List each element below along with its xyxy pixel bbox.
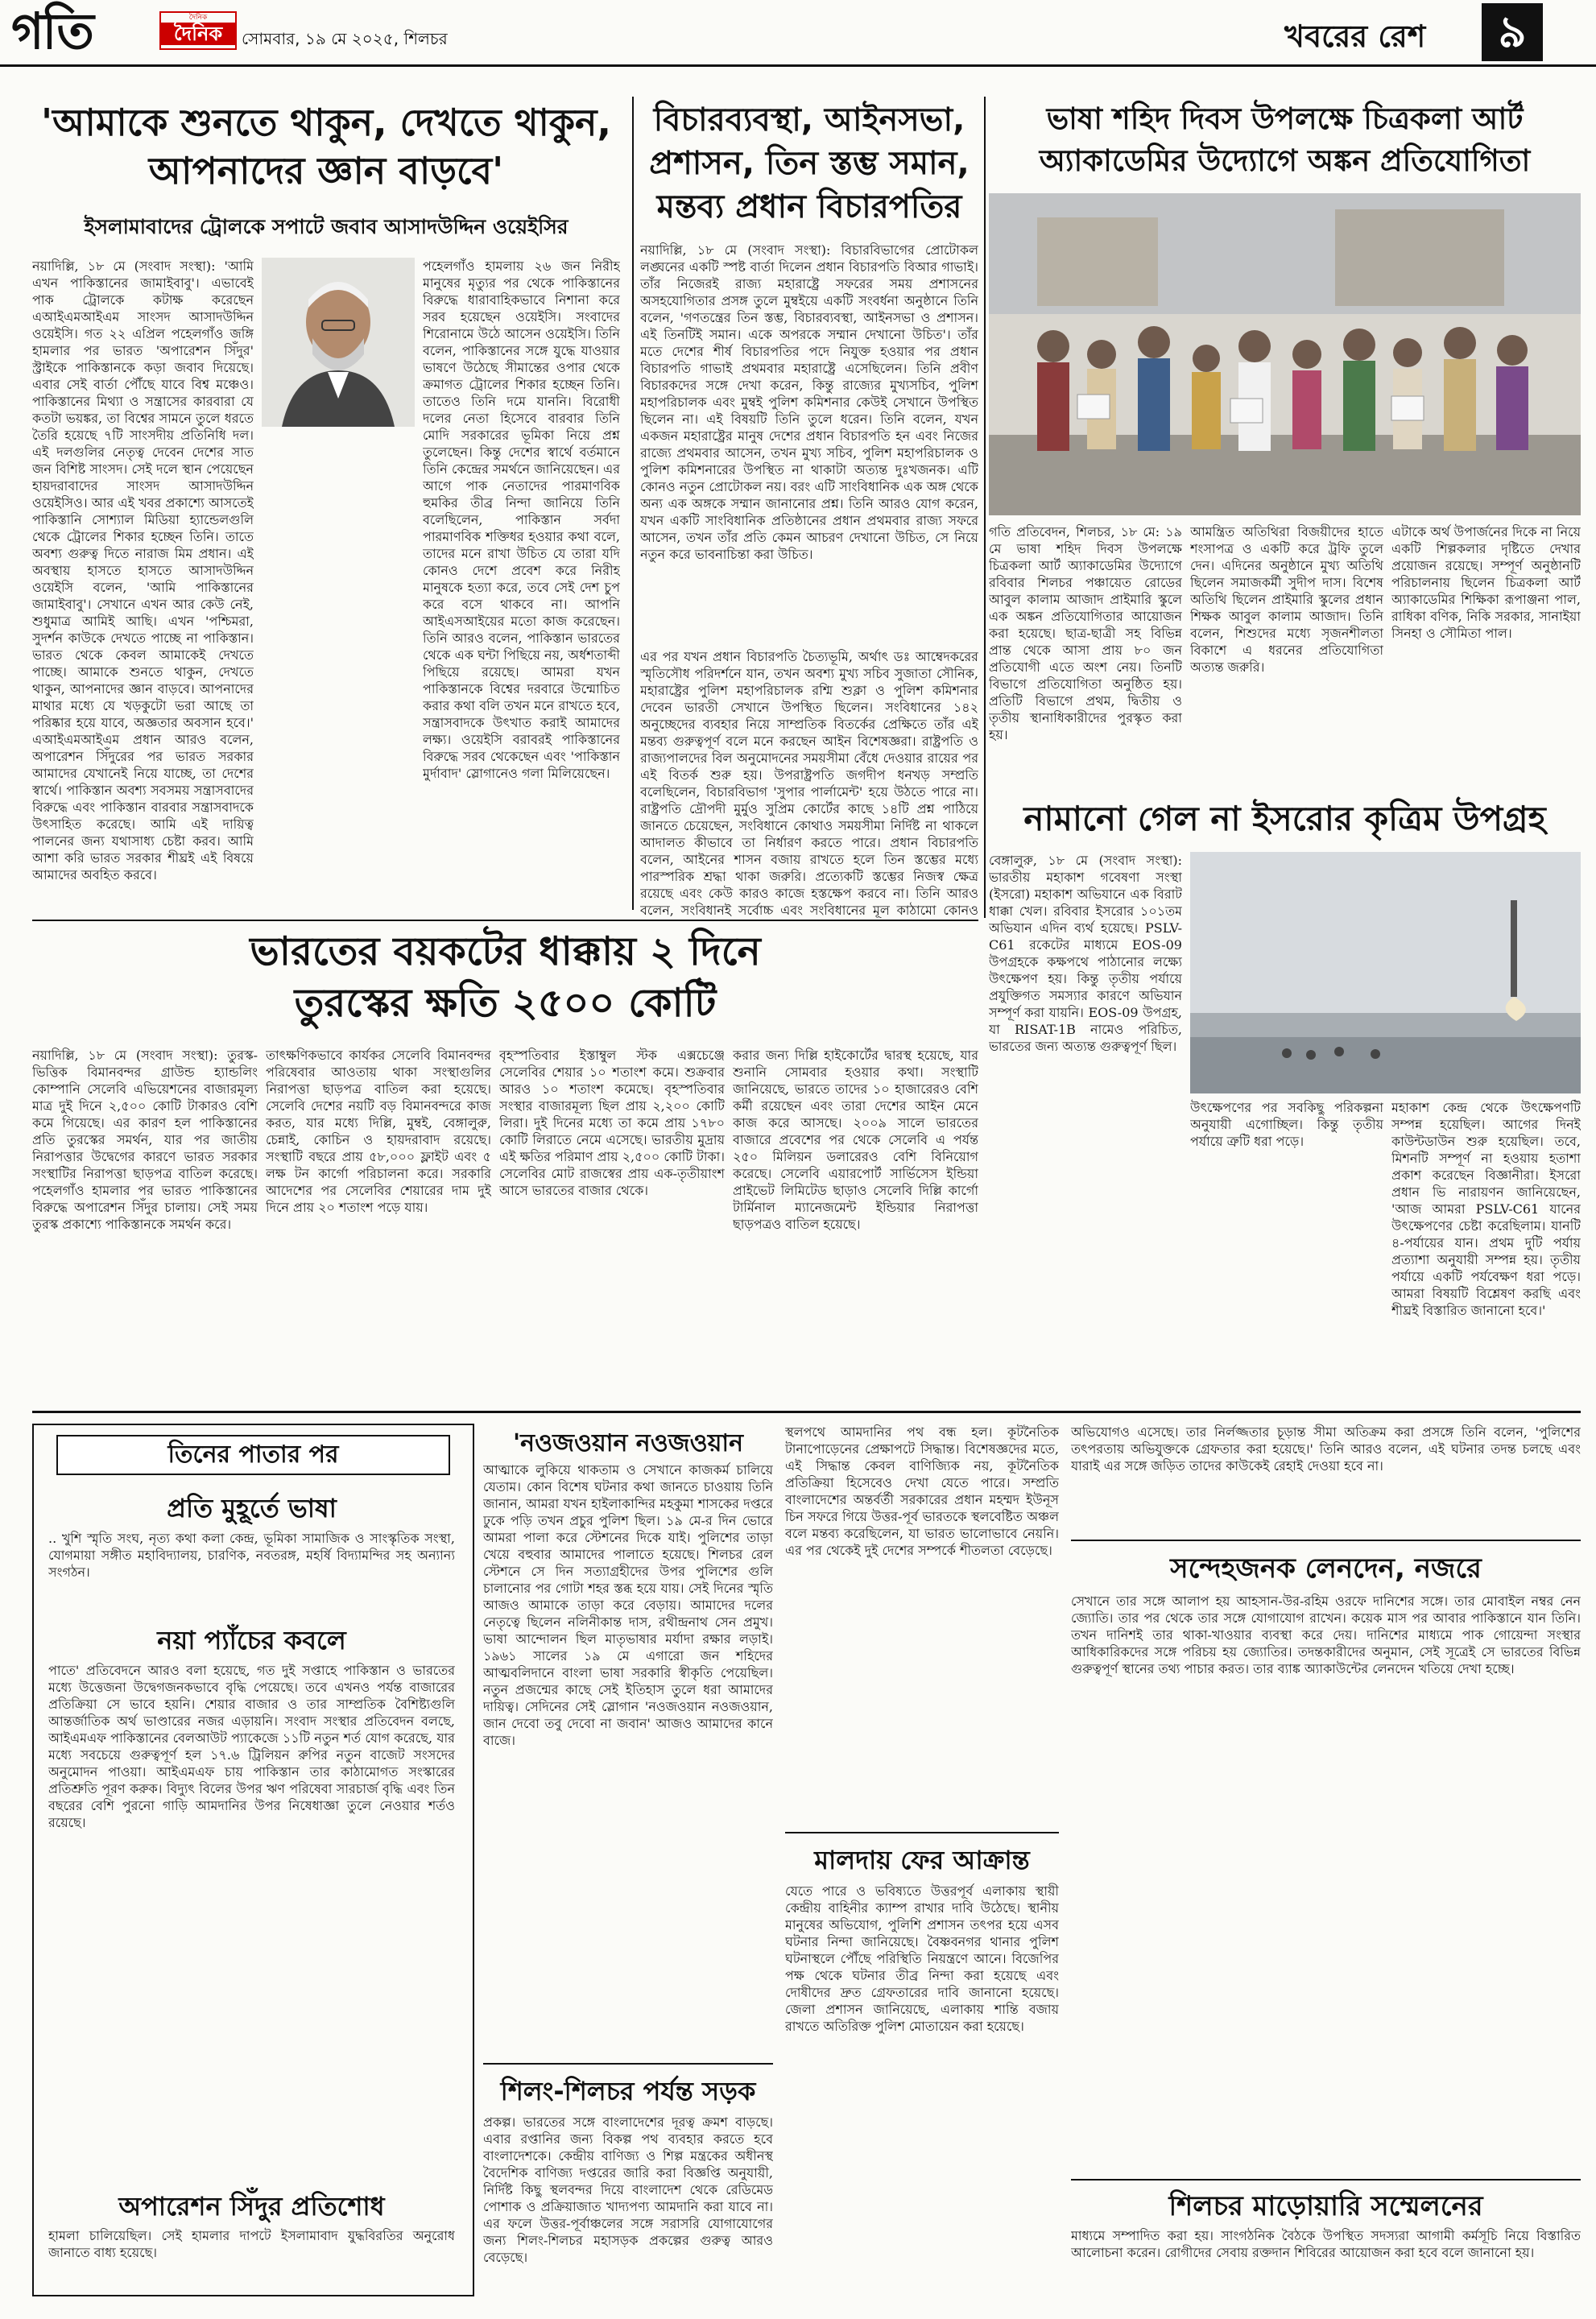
headline-turkey [32, 926, 978, 1029]
continued-item-1-title: প্রতি মুহূর্তে ভাষা [167, 1493, 337, 1523]
judiciary-col-1: নয়াদিল্লি, ১৮ মে (সংবাদ সংস্থা): বিচারবিভাগের প্রোটোকল লঙ্ঘনের একটি স্পষ্ট বার্তা দিলেন প্রধান বিচারপতি বিআর গাভাই। তাঁর নিজেরই রাজ্য মহারাষ্ট্রে সফরের সময় প্রশাসনের অসহযোগিতার প্রসঙ্গ তুলে মুম্বইয়ে একটি সংবর্ধনা অনুষ্ঠানে তিনি বলেন, 'গণতন্ত্রের তিন স্তম্ভ, বিচারব্যবস্থা, আইনসভা ও প্রশাসন। এই তিনটিই সমান। একে অপরকে সম্মান দেখানো উচিত'। তাঁর মতে দেশের শীর্ষ বিচারপতির পদে নিযুক্ত হওয়ার পর প্রধান বিচারপতি গাভাই প্রথমবার মহারাষ্ট্রে এসেছিলেন। তিনি প্রবীণ বিচারকদের সঙ্গে দেখা করেন, কিন্তু রাজ্যের মুখ্যসচিব, পুলিশ মহাপরিচালক এবং মুম্বই পুলিশ কমিশনার কেউই সেখানে উপস্থিত ছিলেন না। এই বিষয়টি তিনি তুলে ধরেন। তিনি বলেন, যখন একজন মহারাষ্ট্রের মানুষ দেশের প্রধান বিচারপতি হন এবং নিজের রাজ্যে প্রথমবার আসেন, তখন মুখ্য সচিব, পুলিশ মহাপরিচালক ও পুলিশ কমিশনারের উপস্থিত না থাকাটা অত্যন্ত দুঃখজনক। এটি কোনও নতুন প্রোটোকল নয়। বরং এটি সাংবিধানিক এক অঙ্গ থেকে অন্য এক অঙ্গকে সম্মান জানানোর প্রশ্ন। তিনি আরও যোগ করেন, যখন একটি সাংবিধানিক প্রতিষ্ঠানের প্রধান প্রথমবার রাজ্য সফরে আসেন, তখন তাঁর প্রতি কেমন আচরণ দেখানো উচিত, সে নিয়ে নতুন করে ভাবনাচিন্তা করা উচিত। [640, 242, 978, 562]
horizontal-rule [483, 2063, 773, 2065]
badge-main: দৈনিক [161, 23, 235, 45]
headline-art-line-2: অ্যাকাডেমির উদ্যোগে অঙ্কন প্রতিযোগিতা [1039, 143, 1531, 178]
headline-art-line-1: ভাষা শহিদ দিবস উপলক্ষে চিত্রকলা আর্ট [1046, 101, 1524, 136]
transaction-text: সেখানে তার সঙ্গে আলাপ হয় আহসান-উর-রহিম ওরফে দানিশের সঙ্গে। তার মোবাইল নম্বর নেন জ্যোতি। তার পর থেকে তার সঙ্গে যোগাযোগ রাখেন। কয়েক মাস পর আবার পাকিস্তানে যান তিনি। তখন দানিশই তার থাকা-খাওয়ার ব্যবস্থা করে দেয়। দানিশের মাধ্যমে পাক গোয়েন্দা সংস্থার আধিকারিকদের সঙ্গে পরিচয় হয় জ্যোতির। তদন্তকারীদের অনুমান, সেই সূত্রেই সে ভারতের বিভিন্ন গুরুত্বপূর্ণ স্থানের তথ্য পাচার করত। তার ব্যাঙ্ক অ্যাকাউন্টের লেনদেন খতিয়ে দেখা হচ্ছে। [1071, 1594, 1581, 1676]
section-title: খবরের রেশ [1284, 19, 1426, 54]
shilchar-road-text: প্রকল্প। ভারতের সঙ্গে বাংলাদেশের দূরত্ব ক্রমশ বাড়ছে। এবার রপ্তানির জন্য বিকল্প পথ ব্যবহার করতে হবে বাংলাদেশকে। কেন্দ্রীয় বাণিজ্য ও শিল্প মন্ত্রকের অধীনস্থ বৈদেশিক বাণিজ্য দপ্তরের জারি করা বিজ্ঞপ্তি অনুযায়ী, নির্দিষ্ট কিছু স্থলবন্দর দিয়ে বাংলাদেশ থেকে রেডিমেড পোশাক ও প্রক্রিয়াজাত খাদ্যপণ্য আমদানি করা যাবে না। এর ফলে উত্তর-পূর্বাঞ্চলের সঙ্গে সরাসরি যোগাযোগের জন্য শিলং-শিলচর মহাসড়ক প্রকল্পের গুরুত্ব আরও বেড়েছে। [483, 2114, 773, 2265]
continued-item-2-title: নয়া প্যাঁচের কবলে [157, 1625, 346, 1656]
turkey-col-4: করার জন্য দিল্লি হাইকোর্টের দ্বারস্থ হয়েছে, যার শুনানি সোমবার হওয়ার কথা। সংস্থাটি জানিয়েছে, ভারতে তাদের ১০ হাজারেরও বেশি কর্মী রয়েছেন এবং তারা দেশের আইন মেনে কাজ করে আসছে। ২০০৯ সালে ভারতের বাজারে প্রবেশের পর থেকে সেলেবি এ পর্যন্ত ২৫০ মিলিয়ন ডলারেরও বেশি বিনিয়োগ করেছে। সেলেবি এয়ারপোর্ট সার্ভিসেস ইন্ডিয়া প্রাইভেট লিমিটেড ছাড়াও সেলেবি দিল্লি কার্গো টার্মিনাল ম্যানেজমেন্ট ইন্ডিয়ার নিরাপত্তা ছাড়পত্রও বাতিল হয়েছে। [733, 1048, 978, 1232]
headline-shilchar-road: শিলং-শিলচর পর্যন্ত সড়ক [500, 2076, 756, 2106]
owaisi-col-1: নয়াদিল্লি, ১৮ মে (সংবাদ সংস্থা): 'আমি এখন পাকিস্তানের জামাইবাবু'। এভাবেই পাক ট্রোলকে কটাক্ষ করেছেন এআইএমআইএম সাংসদ আসাদউদ্দিন ওয়েইসি। গত ২২ এপ্রিল পহেলগাঁও জঙ্গি হামলার পর ভারত 'অপারেশন সিঁদুর' স্ট্রাইকে পাকিস্তানকে কড়া জবাব দিয়েছে। এবার সেই বার্তা পৌঁছে যাবে বিশ্ব মঞ্চেও। পাকিস্তানের মিথ্যা ও সন্ত্রাসের কারবারা যে কতটা ভয়ঙ্কর, তা বিশ্বের সামনে তুলে ধরতে তৈরি হয়েছে ৭টি সাংসদীয় প্রতিনিধি দল। এই দলগুলির নেতৃত্ব দেবেন দেশের সাত জন বিশিষ্ট সাংসদ। সেই দলে স্থান পেয়েছেন হায়দরাবাদের সাংসদ আসাদউদ্দিন ওয়েইসিও। আর এই খবর প্রকাশ্যে আসতেই পাকিস্তানি সোশ্যাল মিডিয়া হ্যান্ডেলগুলি থেকে ট্রোলের শিকার হচ্ছেন তিনি। তাতে অবশ্য গুরুত্ব দিতে নারাজ মিম প্রধান। এই অবস্থায় হাসতে হাসতে আসাদউদ্দিন ওয়েইসি বলেন, 'আমি পাকিস্তানের জামাইবাবু'। সেখানে এখন আর কেউ নেই, শুধুমাত্র আমিই আছি। এখন 'পশ্চিমরা, সুদর্শন কাউকে দেখতে পাচ্ছে না পাকিস্তান। ভারত থেকে কেবল আমাকেই দেখতে পাচ্ছে। আমাকে শুনতে থাকুন, দেখতে থাকুন, আপনাদের জ্ঞান বাড়বে। আপনাদের মাথার মধ্যে যে খড়কুটো ভরা আছে তা পরিষ্কার হয়ে যাবে, অজ্ঞতার অবসান হবে।' এআইএমআইএম প্রধান আরও বলেন, অপারেশন সিঁদুরের পর ভারত সরকার আমাদের যেখানেই নিয়ে যাচ্ছে, তা দেশের স্বার্থে। পাকিস্তান অবশ্য সবসময় সন্ত্রাসবাদের বিরুদ্ধে এবং পাকিস্তান বারবার সন্ত্রাসবাদকে উৎসাহিত করেছে। আমি এই দায়িত্ব পালনের জন্য যথাসাধ্য চেষ্টা করব। আমি আশা করি ভারত সরকার শীঘ্রই এই বিষয়ে আমাদের অবহিত করবে। [32, 258, 254, 883]
badge-top: দৈনিক [188, 14, 208, 22]
nawjawan-text: আত্মাকে লুকিয়ে থাকতাম ও সেখানে কাজকর্ম চালিয়ে যেতাম। কোন বিশেষ ঘটনার কথা জানতে চাওয়ায় তিনি জানান, আমরা যখন হাইলাকান্দির মহকুমা শাসকের দপ্তরে ঢুকে পড়ি তখন প্রচুর পুলিশ ছিল। ১৯ মে-র দিন ভোরে আমরা পালা করে স্টেশনের দিকে যাই। পুলিশের তাড়া খেয়ে বহুবার আমাদের পালাতে হয়েছে। শিলচর রেল স্টেশনে সে দিন সত্যাগ্রহীদের উপর পুলিশের গুলি চালানোর পর গোটা শহর স্তব্ধ হয়ে যায়। সেই দিনের স্মৃতি আজও আমাকে তাড়া করে বেড়ায়। আমাদের দলের নেতৃত্বে ছিলেন নলিনীকান্ত দাস, রথীন্দ্রনাথ সেন প্রমুখ। ভাষা আন্দোলন ছিল মাতৃভাষার মর্যাদা রক্ষার লড়াই। ১৯৬১ সালের ১৯ মে এগারো জন শহিদের আত্মবলিদানে বাংলা ভাষা সরকারি স্বীকৃতি পেয়েছিল। নতুন প্রজন্মের কাছে সেই ইতিহাস তুলে ধরা আমাদের দায়িত্ব। সেদিনের সেই স্লোগান 'নওজওয়ান নওজওয়ান, জান দেবো তবু দেবো না জবান' আজও আমাদের কানে বাজে। [483, 1462, 773, 1748]
turkey-col-3: বৃহস্পতিবার ইস্তাম্বুল স্টক এক্সচেঞ্জে সেলেবির শেয়ার ১০ শতাংশ কমে। শুক্রবার আরও ১০ শতাংশ কমেছে। বৃহস্পতিবার সংস্থার বাজারমূল্য ছিল প্রায় ২,২০০ কোটি লিরা। দুই দিনের মধ্যে তা কমে প্রায় ১৭৮০ কোটি লিরাতে নেমে এসেছে। ভারতীয় মুদ্রায় এই ক্ষতির পরিমাণ প্রায় ২,৫০০ কোটি টাকা। সেলেবির মোট রাজস্বের প্রায় এক-তৃতীয়াংশ আসে ভারতের বাজার থেকে। [499, 1048, 725, 1198]
malda-text-bottom: যেতে পারে ও ভবিষ্যতে উত্তরপূর্ব এলাকায় স্থায়ী কেন্দ্রীয় বাহিনীর ক্যাম্প রাখার দাবি উঠেছে। স্থানীয় মানুষের অভিযোগ, পুলিশি প্রশাসন তৎপর হয়ে এসব ঘটনার নিন্দা জানিয়েছে। বৈষ্ণবনগর থানার পুলিশ ঘটনাস্থলে পৌঁছে পরিস্থিতি নিয়ন্ত্রণে আনে। বিজেপির পক্ষ থেকে ঘটনার তীব্র নিন্দা করা হয়েছে এবং দোষীদের দ্রুত গ্রেফতারের দাবি জানানো হয়েছে। জেলা প্রশাসন জানিয়েছে, এলাকায় শান্তি বজায় রাখতে অতিরিক্ত পুলিশ মোতায়েন করা হয়েছে। [785, 1883, 1059, 2034]
page-number: ৯ [1482, 3, 1543, 61]
malda-text-top: স্থলপথে আমদানির পথ বন্ধ হল। কূটনৈতিক টানাপোড়েনের প্রেক্ষাপটে সিদ্ধান্ত। বিশেষজ্ঞদের মতে, এই সিদ্ধান্ত কেবল বাণিজ্যিক নয়, কূটনৈতিক প্রতিক্রিয়া হিসেবেও দেখা যেতে পারে। সম্প্রতি বাংলাদেশের অন্তর্বর্তী সরকারের প্রধান মহম্মদ ইউনূস চিন সফরে গিয়ে উত্তর-পূর্ব ভারতকে স্থলবেষ্টিত অঞ্চল বলে মন্তব্য করেছিলেন, যা ভারত ভালোভাবে নেয়নি। এর পর থেকেই দুই দেশের সম্পর্কে শীতলতা বেড়েছে। [785, 1424, 1059, 1558]
headline-turkey-line-2: তুরস্কের ক্ষতি ২৫০০ কোটি [294, 980, 717, 1026]
owaisi-photo [262, 258, 415, 427]
art-col-1: গতি প্রতিবেদন, শিলচর, ১৮ মে: ১৯ মে ভাষা শহিদ দিবস উপলক্ষে চিত্রকলা আর্ট অ্যাকাডেমির উদ্যোগে রবিবার শিলচর পঞ্চায়েত রোডের আবুল কালাম আজাদ প্রাইমারি স্কুলে এক অঙ্কন প্রতিযোগিতার আয়োজন করা হয়েছে। ছাত্র-ছাত্রী সহ বিভিন্ন প্রান্ত থেকে আসা প্রায় ৮০ জন প্রতিযোগী এতে অংশ নেয়। তিনটি বিভাগে প্রতিযোগিতা অনুষ্ঠিত হয়। প্রতিটি বিভাগে প্রথম, দ্বিতীয় ও তৃতীয় স্থানাধিকারীদের পুরস্কৃত করা হয়। [989, 524, 1182, 742]
turkey-col-2: তাৎক্ষণিকভাবে কার্যকর সেলেবি বিমানবন্দর পরিষেবার আওতায় থাকা সংস্থাগুলির নিরাপত্তা ছাড়পত্র বাতিল করা হয়েছে। সেলেবি দেশের নয়টি বড় বিমানবন্দরে কাজ করত, যার মধ্যে দিল্লি, মুম্বই, বেঙ্গালুরু, চেন্নাই, কোচিন ও হায়দরাবাদ রয়েছে। সংস্থাটি বছরে প্রায় ৫৮,০০০ ফ্লাইট এবং ৫ লক্ষ টন কার্গো পরিচালনা করে। সরকারি আদেশের পর সেলেবির শেয়ারের দাম দুই দিনে প্রায় ২০ শতাংশ পড়ে যায়। [266, 1048, 491, 1215]
continued-box-title: তিনের পাতার পর [56, 1435, 450, 1475]
owaisi-col-2: পহেলগাঁও হামলায় ২৬ জন নিরীহ মানুষের মৃত্যুর পর থেকে পাকিস্তানের বিরুদ্ধে ধারাবাহিকভাবে নিশানা করে সরব হয়েছেন ওয়েইসি। সংবাদের শিরোনামে উঠে আসেন ওয়েইসি। তিনি বলেন, পাকিস্তানের সঙ্গে যুদ্ধে যাওয়ার ভাষণে উঠেছে সীমান্তের ওপার থেকে ক্রমাগত ট্রোলের শিকার হচ্ছেন তিনি। তাতেও তিনি দমে যাননি। বিরোধী দলের নেতা হিসেবে বারবার তিনি মোদি সরকারের ভূমিকা নিয়ে প্রশ্ন তুলেছেন। কিন্তু দেশের স্বার্থে বর্তমানে তিনি কেন্দ্রের সমর্থনে জানিয়েছেন। এর আগে পাক নেতাদের পারমাণবিক হুমকির তীব্র নিন্দা জানিয়ে তিনি বলেছিলেন, পাকিস্তান সর্বদা পারমাণবিক শক্তিধর হওয়ার কথা বলে, তাদের মনে রাখা উচিত যে তারা যদি কোনও দেশে প্রবেশ করে নিরীহ মানুষকে হত্যা করে, তবে সেই দেশ চুপ করে বসে থাকবে না। আপনি আইএসআইয়ের মতো কাজ করেছেন। তিনি আরও বলেন, পাকিস্তান ভারতের থেকে এক ঘন্টা পিছিয়ে নয়, অর্ধশতাব্দী পিছিয়ে রয়েছে। আমরা যখন পাকিস্তানকে বিশ্বের দরবারে উন্মোচিত করার কথা বলি তখন মনে রাখতে হবে, সন্ত্রাসবাদকে উৎখাত করাই আমাদের লক্ষ্য। ওয়েইসি বরাবরই পাকিস্তানের বিরুদ্ধে সরব থেকেছেন এবং 'পাকিস্তান মুর্দাবাদ' স্লোগানেও গলা মিলিয়েছেন। [423, 258, 620, 781]
continued-item-3-title: অপারেশন সিঁদুর প্রতিশোধ [118, 2191, 385, 2222]
masthead [0, 0, 1596, 67]
marwari-text: মাধ্যমে সম্পাদিত করা হয়। সাংগঠনিক বৈঠকে উপস্থিত সদস্যরা আগামী কর্মসূচি নিয়ে বিস্তারিত আলোচনা করেন। রোগীদের সেবায় রক্তদান শিবিরের আয়োজন করা হবে বলে জানানো হয়। [1071, 2228, 1581, 2260]
column-rule [984, 97, 986, 918]
art-col-2: আমন্ত্রিত অতিথিরা বিজয়ীদের হাতে শংসাপত্র ও একটি করে ট্রফি তুলে দেন। এদিনের অনুষ্ঠানে মুখ্য অতিথি ছিলেন সমাজকর্মী সুদীপ দাস। বিশেষ অতিথি ছিলেন প্রাইমারি স্কুলের প্রধান শিক্ষক আবুল কালাম আজাদ। তিনি বলেন, শিশুদের মধ্যে সৃজনশীলতা বিকাশে এ ধরনের প্রতিযোগিতা অত্যন্ত জরুরি। [1190, 524, 1383, 675]
horizontal-rule [785, 1832, 1059, 1833]
subhead-owaisi: ইসলামাবাদের ট্রোলকে সপাটে জবাব আসাদউদ্দিন ওয়েইসির [84, 215, 569, 238]
rocket-launch-photo [1190, 852, 1581, 1093]
isro-col-2: মহাকাশ কেন্দ্র থেকে উৎক্ষেপণটি সম্পন্ন হয়েছিল। আগের দিনই কাউন্টডাউন শুরু হয়েছিল। তবে, মিশনটি সম্পূর্ণ না হওয়ায় হতাশা প্রকাশ করেছেন বিজ্ঞানীরা। ইসরো প্রধান ভি নারায়ণন জানিয়েছেন, 'আজ আমরা PSLV-C61 যানের উৎক্ষেপণের চেষ্টা করেছিলাম। যানটি ৪-পর্যায়ের যান। প্রথম দুটি পর্যায় প্রত্যাশা অনুযায়ী সম্পন্ন হয়। তৃতীয় পর্যায়ে একটি পর্যবেক্ষণ ধরা পড়ে। আমরা বিষয়টি বিশ্লেষণ করছি এবং শীঘ্রই বিস্তারিত জানানো হবে।' [1391, 1100, 1581, 1318]
turkey-col-1: নয়াদিল্লি, ১৮ মে (সংবাদ সংস্থা): তুরস্ক-ভিত্তিক বিমানবন্দর গ্রাউন্ড হ্যান্ডলিং কোম্পানি সেলেবি এভিয়েশনের বাজারমূল্য মাত্র দুই দিনে ২,৫০০ কোটি টাকারও বেশি কমে গিয়েছে। এর কারণ হল পাকিস্তানের প্রতি তুরস্কের সমর্থন, যার পর জাতীয় নিরাপত্তার উদ্বেগের কারণে ভারত সরকার সংস্থাটির নিরাপত্তা ছাড়পত্র বাতিল করেছে। পহেলগাঁও হামলার পর ভারত পাকিস্তানের বিরুদ্ধে অপারেশন সিঁদুর চালায়। সেই সময় তুরস্ক প্রকাশ্যে পাকিস্তানকে সমর্থন করে। [32, 1048, 258, 1232]
transaction-text-top: অভিযোগও এসেছে। তার নির্লজ্জতার চূড়ান্ত সীমা অতিক্রম করা প্রসঙ্গে তিনি বলেন, 'পুলিশের তৎপরতায় অভিযুক্তকে গ্রেফতার করা হয়েছে।' তিনি আরও বলেন, এই ঘটনার তদন্ত চলছে এবং যারাই এর সঙ্গে জড়িত তাদের কাউকেই রেহাই দেওয়া হবে না। [1071, 1424, 1581, 1474]
newspaper-logo: গতি [11, 2, 93, 60]
art-col-3: এটাকে অর্থ উপার্জনের দিকে না নিয়ে একটি শিল্পকলার দৃষ্টিতে দেখার প্রয়োজন রয়েছে। সম্পূর্ণ অনুষ্ঠানটি পরিচালনায় ছিলেন চিত্রকলা আর্ট অ্যাকাডেমির শিক্ষিকা রূপাঞ্জনা পাল, রাধিকা বণিক, নিকি সরকার, সানাইয়া সিনহা ও সৌমিতা পাল। [1391, 524, 1581, 641]
continued-item-2-text: পাতে' প্রতিবেদনে আরও বলা হয়েছে, গত দুই সপ্তাহে পাকিস্তান ও ভারতের মধ্যে উত্তেজনা উদ্বেগজনকভাবে বৃদ্ধি পেয়েছে। তবে এখনও পর্যন্ত বাজারের প্রতিক্রিয়া সে ভাবে হয়নি। শেয়ার বাজার ও তার সাম্প্রতিক বৈশিষ্ট্যগুলি আন্তর্জাতিক অর্থ ভাণ্ডারের নজর এড়ায়নি। সংবাদ সংস্থার প্রতিবেদন বলছে, আইএমএফ পাকিস্তানের বেলআউট প্যাকেজে ১১টি নতুন শর্ত যোগ করেছে, যার মধ্যে সবচেয়ে গুরুত্বপূর্ণ হল ১৭.৬ ট্রিলিয়ন রুপির নতুন বাজেট সংসদের অনুমোদন পাওয়া। আইএমএফ চায় পাকিস্তান তার কাঠামোগত সংস্কারের প্রতিশ্রুতি পূরণ করুক। বিদ্যুৎ বিলের উপর ঋণ পরিষেবা সারচার্জ বৃদ্ধি এবং তিন বছরের বেশি পুরনো গাড়ি আমদানির উপর নিষেধাজ্ঞা তুলে নেওয়ার শর্তও রয়েছে। [48, 1663, 455, 1830]
headline-nawjawan: 'নওজওয়ান নওজওয়ান [512, 1429, 743, 1457]
dainik-badge [159, 11, 237, 50]
continued-item-1-text: .. খুশি স্মৃতি সংঘ, নৃত্য কথা কলা কেন্দ্র, ভূমিকা সামাজিক ও সাংস্কৃতিক সংস্থা, যোগমায়া সঙ্গীত মহাবিদ্যালয়, চারণিক, নবতরঙ্গ, মহর্ষি বিদ্যামন্দির সহ অন্যান্য সংগঠন। [48, 1531, 455, 1580]
headline-malda: মালদায় ফের আক্রান্ত [814, 1845, 1030, 1875]
section-divider [32, 1411, 1581, 1413]
headline-art [989, 98, 1581, 182]
headline-turkey-line-1: ভারতের বয়কটের ধাক্কায় ২ দিনে [250, 928, 761, 974]
headline-transaction: সন্দেহজনক লেনদেন, নজরে [1170, 1552, 1482, 1585]
isro-photo-caption: উৎক্ষেপণের পর সবকিছু পরিকল্পনা অনুযায়ী এগোচ্ছিল। কিন্তু তৃতীয় পর্যায়ে ত্রুটি ধরা পড়ে। [1190, 1100, 1383, 1149]
headline-isro: নামানো গেল না ইসরোর কৃত্রিম উপগ্রহ [1023, 799, 1546, 838]
horizontal-rule [1071, 1540, 1581, 1541]
judiciary-col-2: এর পর যখন প্রধান বিচারপতি চৈত্যভূমি, অর্থাৎ ডঃ আম্বেদকরের স্মৃতিসৌধ পরিদর্শনে যান, তখন অবশ্য মুখ্য সচিব সুজাতা সৌনিক, মহারাষ্ট্রের পুলিশ মহাপরিচালক রশ্মি শুক্লা ও পুলিশ কমিশনার দেবেন ভারতী সেখানে উপস্থিত ছিলেন। সংবিধানের ১৪২ অনুচ্ছেদের ব্যবহার নিয়ে সাম্প্রতিক বিতর্কের প্রেক্ষিতে তাঁর এই মন্তব্য গুরুত্বপূর্ণ বলে মনে করছেন আইন বিশেষজ্ঞরা। রাষ্ট্রপতি ও রাজ্যপালদের বিল অনুমোদনের সময়সীমা বেঁধে দেওয়ার রায়ের পর এই বিতর্ক শুরু হয়। উপরাষ্ট্রপতি জগদীপ ধনখড় সম্প্রতি বলেছিলেন, বিচারবিভাগ 'সুপার পার্লামেন্ট' হয়ে উঠতে পারে না। রাষ্ট্রপতি দ্রৌপদী মুর্মুও সুপ্রিম কোর্টের কাছে ১৪টি প্রশ্ন পাঠিয়ে জানতে চেয়েছেন, সংবিধানে কোথাও সময়সীমা নির্দিষ্ট না থাকলে আদালত কীভাবে তা নির্ধারণ করতে পারে। প্রধান বিচারপতি বলেন, আইনের শাসন বজায় রাখতে হলে তিন স্তম্ভের মধ্যে পারস্পরিক শ্রদ্ধা থাকা জরুরি। প্রত্যেকটি স্তম্ভের নিজস্ব ক্ষেত্র রয়েছে এবং কেউ কারও কাজে হস্তক্ষেপ করবে না। তিনি আরও বলেন, সংবিধানই সর্বোচ্চ এবং সংবিধানের মূল কাঠামো কোনও [640, 649, 978, 918]
headline-owaisi: 'আমাকে শুনতে থাকুন, দেখতে থাকুন, আপনাদের জ্ঞান বাড়বে' [41, 101, 611, 192]
horizontal-rule [32, 920, 978, 921]
issue-date: সোমবার, ১৯ মে ২০২৫, শিলচর [242, 29, 448, 48]
headline-judiciary: বিচারব্যবস্থা, আইনসভা, প্রশাসন, তিন স্তম্ভ সমান, মন্তব্য প্রধান বিচারপতির [649, 101, 970, 225]
column-rule [632, 97, 634, 910]
art-competition-photo [989, 193, 1581, 515]
headline-marwari: শিলচর মাড়োয়ারি সম্মেলনের [1168, 2190, 1483, 2222]
isro-col-1: বেঙ্গালুরু, ১৮ মে (সংবাদ সংস্থা): ভারতীয় মহাকাশ গবেষণা সংস্থা (ইসরো) মহাকাশ অভিযানে এক বিরাট ধাক্কা খেল। রবিবার ইসরোর ১০১তম অভিযান এদিন ব্যর্থ হয়েছে। PSLV-C61 রকেটের মাধ্যমে EOS-09 উপগ্রহকে কক্ষপথে পাঠানোর লক্ষ্যে উৎক্ষেপণ হয়। কিন্তু তৃতীয় পর্যায়ে প্রযুক্তিগত সমস্যার কারণে অভিযান সম্পূর্ণ করা যায়নি। EOS-09 উপগ্রহ, যা RISAT-1B নামেও পরিচিত, ভারতের জন্য অত্যন্ত গুরুত্বপূর্ণ ছিল। [989, 853, 1182, 1054]
horizontal-rule [1071, 2179, 1581, 2181]
continued-item-3-text: হামলা চালিয়েছিল। সেই হামলার দাপটে ইসলামাবাদ যুদ্ধবিরতির অনুরোধ জানাতে বাধ্য হয়েছে। [48, 2228, 455, 2260]
